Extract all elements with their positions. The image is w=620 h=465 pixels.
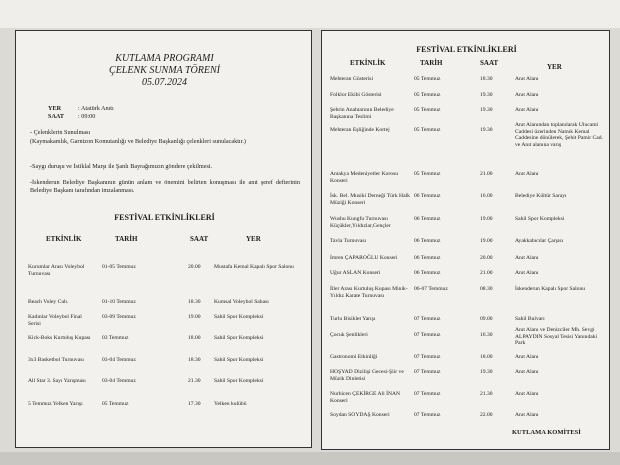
cell-date: 03-04 Temmuz (102, 378, 136, 384)
cell-place: Anıt Alanı (515, 369, 539, 375)
cell-place: Anıt Alanı (515, 270, 539, 276)
cell-event: Turlu Bisiklet Yarışı (330, 316, 376, 322)
cell-event: 3x3 Basketbol Turnuvası (28, 357, 84, 363)
cell-time: 19.30 (480, 369, 493, 375)
cell-date: 07 Temmuz (414, 412, 441, 418)
cell-event: Uğur ASLAN Konseri (330, 270, 381, 276)
cell-event: İsk. Bel. Musiki Derneği Türk Halk Müziği Konseri (330, 193, 410, 206)
cell-date: 01-10 Temmuz (102, 299, 136, 305)
cell-date: 01-05 Temmuz (102, 264, 136, 270)
col-header-time: SAAT (190, 235, 209, 243)
background-wall (0, 0, 620, 28)
left-program-sheet (15, 30, 312, 448)
cell-date: 07 Temmuz (414, 316, 441, 322)
intro-item: - Çelenklerin Sunulması (30, 129, 91, 136)
cell-date: 07 Temmuz (414, 369, 441, 375)
cell-event: HOŞYAD Dizilişi Gecesi-Şiir ve Müzik Dinletisi (330, 369, 404, 382)
section-title: FESTİVAL ETKİNLİKLERİ (416, 45, 517, 54)
cell-time: 19.00 (188, 314, 201, 320)
cell-date: 05 Temmuz (414, 76, 441, 82)
cell-time: 18.30 (188, 357, 201, 363)
cell-date: 07 Temmuz (414, 391, 441, 397)
cell-time: 19.30 (480, 92, 493, 98)
cell-time: 20.00 (188, 264, 201, 270)
cell-time: 21.00 (480, 171, 493, 177)
cell-date: 06 Temmuz (414, 270, 441, 276)
right-program-sheet (321, 30, 610, 450)
cell-date: 05 Temmuz (102, 401, 129, 407)
cell-date: 05 Temmuz (414, 127, 441, 133)
cell-event: Folklor Ekibi Gösterisi (330, 92, 382, 98)
intro-item: -İskenderun Belediye Başkanının günün anlam ve önemini belirten konuşması ile anıt şeref defterinin Belediye Başkanı tarafından imzalanması. (30, 179, 300, 194)
cell-date: 06 Temmuz (414, 193, 441, 199)
cell-place: Sahil Spor Kompleksi (214, 335, 264, 341)
cell-place: Anıt Alanı ve Denizciler Mh. Sevgi ALPAYDIN Sosyal Tesisi Yanındaki Park (515, 327, 598, 347)
col-header-event: ETKİNLİK (46, 235, 82, 243)
cell-date: 05 Temmuz (414, 107, 441, 113)
cell-place: Anıt Alanı (515, 171, 539, 177)
cell-time: 19.30 (480, 127, 493, 133)
cell-time: 18.30 (188, 299, 201, 305)
cell-event: Kurumlar Arası Voleybol Turnuvası (28, 264, 85, 277)
cell-place: Anıt Alanı (515, 255, 539, 261)
cell-place: Anıt Alanı (515, 354, 539, 360)
cell-event: Beach Voley Cub. (28, 299, 69, 305)
cell-place: Sahil Spor Kompleksi (214, 378, 264, 384)
intro-item: -Saygı duruşu ve İstiklal Marşı ile Şanlı Bayrağımızın göndere çekilmesi. (30, 163, 213, 170)
committee-signature: KUTLAMA KOMİTESİ (512, 429, 581, 436)
cell-place: Ayakkabıcılar Çarşısı (515, 238, 564, 244)
col-header-place: YER (547, 63, 562, 71)
cell-event: İller Arası Kurtuluş Kupası Minik- Yıldız Karate Turnuvası (330, 286, 408, 299)
cell-place: Sahil Spor Kompleksi (214, 314, 264, 320)
cell-event: Mehteran Eşliğinde Kortej (330, 127, 390, 133)
cell-event: Nurhicen ÇEKİRGE Ali İNAN Konseri (330, 391, 401, 404)
time-label: SAAT (48, 113, 65, 120)
cell-time: 16.30 (480, 332, 493, 338)
cell-place: Sahil Spor Kompleksi (214, 357, 264, 363)
cell-time: 17.30 (188, 401, 201, 407)
cell-time: 19.30 (480, 107, 493, 113)
cell-event: All Star 3. Sayı Yarışması (28, 378, 86, 384)
program-title: KUTLAMA PROGRAMI (115, 53, 214, 64)
cell-date: 07 Temmuz (414, 354, 441, 360)
cell-date: 06-07 Temmuz (414, 286, 448, 292)
cell-date: 05 Temmuz (414, 171, 441, 177)
cell-place: Anıt Alanı (515, 107, 539, 113)
cell-event: İmren ÇAPAROĞLU Konseri (330, 255, 398, 261)
cell-place: Mustafa Kemal Kapalı Spor Salonu (214, 264, 294, 270)
ceremony-date: 05.07.2024 (142, 77, 187, 88)
cell-date: 03-09 Temmuz (102, 314, 136, 320)
cell-place: Belediye Kültür Sarayı (515, 193, 567, 199)
cell-event: 5 Temmuz Yelken Yarışı (28, 401, 83, 407)
cell-date: 06 Temmuz (414, 238, 441, 244)
cell-date: 06 Temmuz (414, 216, 441, 222)
cell-event: Mehteran Gösterisi (330, 76, 374, 82)
cell-place: Sahil Bulvarı (515, 316, 545, 322)
cell-time: 22.00 (480, 412, 493, 418)
cell-place: Anıt Alanı (515, 92, 539, 98)
section-title: FESTİVAL ETKİNLİKLERİ (114, 213, 215, 222)
cell-event: Wushu Kungfu Turnuvası Küçükler,Yıldızlar,Gençler (330, 216, 391, 229)
col-header-date: TARİH (420, 59, 443, 67)
cell-event: Şehrin Anahtarının Belediye Başkanına Teslimi (330, 107, 394, 120)
col-header-event: ETKİNLİK (350, 59, 386, 67)
cell-time: 08.30 (480, 286, 493, 292)
cell-place: Anıt Alanı (515, 76, 539, 82)
cell-time: 18.00 (480, 354, 493, 360)
cell-date: 06 Temmuz (414, 255, 441, 261)
cell-time: 19.00 (480, 216, 493, 222)
cell-place: Yelken kulübü (214, 401, 247, 407)
cell-place: Anıt Alanı (515, 391, 539, 397)
cell-event: Gastronomi Etkinliği (330, 354, 378, 360)
cell-place: Kumsal Voleybol Sahası (214, 299, 269, 305)
background-table (0, 452, 620, 465)
cell-place: İskenderun Kapalı Spor Salonu (515, 286, 586, 292)
cell-event: Soydan SOYDAŞ Konseri (330, 412, 390, 418)
cell-time: 19.00 (480, 238, 493, 244)
cell-place: Anıt Alanından toplanılarak Ulucami Caddesi üzerinden Namık Kemal Caddesine dönülerek, Şehit Pamir Cad. ve Anıt alanına varış (515, 122, 603, 149)
intro-item: (Kaymakamlık, Garnizon Komutanlığı ve Belediye Başkanlığı çelenkleri sunulacaktır.) (30, 138, 246, 145)
cell-time: 21.30 (480, 391, 493, 397)
cell-time: 21.00 (480, 270, 493, 276)
cell-time: 09.00 (480, 316, 493, 322)
cell-place: Anıt Alanı (515, 412, 539, 418)
time-value: : 09:00 (78, 113, 96, 120)
cell-date: 03 Temmuz (102, 335, 129, 341)
col-header-time: SAAT (480, 59, 499, 67)
cell-date: 07 Temmuz (414, 332, 441, 338)
cell-place: Sahil Spor Kompleksi (515, 216, 565, 222)
place-label: YER (48, 105, 62, 112)
cell-event: Antakya Medeniyetler Korosu Konseri (330, 171, 399, 184)
cell-event: Kadınlar Voleybol Final Serisi (28, 314, 82, 327)
cell-time: 18.00 (188, 335, 201, 341)
cell-time: 16.00 (480, 193, 493, 199)
cell-event: Kick-Boks Kurtuluş Kupası (28, 335, 91, 341)
cell-date: 05 Temmuz (414, 92, 441, 98)
cell-time: 20.00 (480, 255, 493, 261)
cell-event: Tavla Turnuvası (330, 238, 367, 244)
place-value: : Atatürk Anıtı (78, 105, 114, 112)
col-header-date: TARİH (115, 235, 138, 243)
cell-event: Çocuk Şenlikleri (330, 332, 368, 338)
ceremony-title: ÇELENK SUNMA TÖRENİ (109, 65, 220, 76)
cell-time: 21.30 (188, 378, 201, 384)
col-header-place: YER (246, 235, 261, 243)
cell-time: 18.30 (480, 76, 493, 82)
cell-date: 03-04 Temmuz (102, 357, 136, 363)
